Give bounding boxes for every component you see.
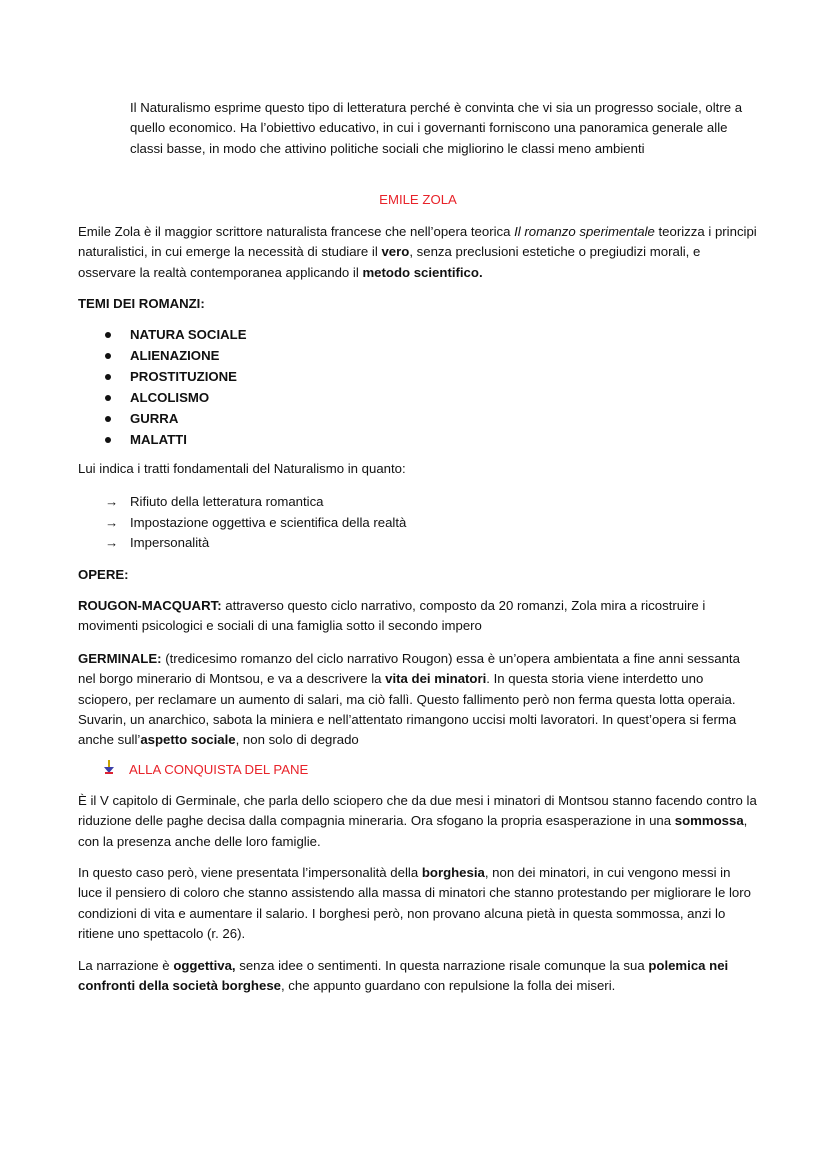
- text: In questo caso però, viene presentata l’impersonalità della: [78, 865, 422, 880]
- arrow-right-icon: →: [105, 494, 119, 509]
- text: , non dei minatori, in cui vengono messi in luce il pensiero di coloro che stanno assistendo alla massa di minatori che stanno protestando per migliorare le loro condizioni di vita e aumentare il salario. I borghesi però, non provano alcuna pietà in questa sommossa, anzi lo ritiene uno spettacolo (r. 26).: [78, 865, 751, 941]
- opere-heading: OPERE:: [78, 567, 129, 582]
- section-heading: [78, 760, 758, 780]
- tratti-list: [78, 492, 758, 554]
- text: La narrazione è: [78, 958, 174, 973]
- list-item-text: Rifiuto della letteratura romantica: [130, 494, 324, 509]
- list-item: [78, 513, 758, 534]
- list-item: ALCOLISMO: [78, 387, 758, 408]
- tratti-intro: Lui indica i tratti fondamentali del Naturalismo in quanto:: [78, 461, 406, 476]
- text: attraverso questo ciclo narrativo, composto da 20 romanzi, Zola mira a ricostruire i movimenti psicologici e sociali di una famiglia sotto il secondo impero: [78, 598, 706, 634]
- list-item: MALATTI: [78, 429, 758, 450]
- text: teorizza i principi naturalistici, in cui emerge la necessità di studiare il: [78, 224, 757, 260]
- pushpin-arrow-icon: [103, 760, 119, 780]
- text: , con la presenza anche delle loro famiglie.: [78, 813, 748, 849]
- list-item: PROSTITUZIONE: [78, 366, 758, 387]
- section-title-emile-zola: EMILE ZOLA: [379, 192, 457, 207]
- text: , che appunto guardano con repulsione la folla dei miseri.: [280, 978, 616, 994]
- bold-text: vita dei minatori: [385, 671, 487, 687]
- text: (tredicesimo romanzo del ciclo narrativo Rougon) essa è un’opera ambientata a fine anni sessanta nel borgo minerario di Montsou, e va a descrivere la: [78, 651, 740, 687]
- rougon-paragraph: [78, 596, 758, 637]
- zola-paragraph: [78, 222, 758, 283]
- list-item: NATURA SOCIALE: [78, 324, 758, 345]
- bold-text: oggettiva,: [173, 958, 236, 973]
- bold-text: polemica nei confronti della società borghese: [78, 958, 729, 994]
- bold-text: metodo scientifico.: [362, 264, 483, 280]
- text: , non solo di degrado: [235, 732, 359, 748]
- text: senza idee o sentimenti. In questa narrazione risale comunque la sua: [235, 958, 649, 973]
- paragraph-3: [78, 956, 758, 997]
- germinale-paragraph: [78, 649, 758, 750]
- italic-title: Il romanzo sperimentale: [514, 224, 655, 239]
- bold-text: GERMINALE:: [78, 651, 162, 666]
- list-item: GURRA: [78, 408, 758, 429]
- list-item: ALIENAZIONE: [78, 345, 758, 366]
- bold-text: ROUGON-MACQUART:: [78, 598, 222, 613]
- text: Emile Zola è il maggior scrittore naturalista francese che nell’opera teorica: [78, 224, 515, 239]
- section-title: ALLA CONQUISTA DEL PANE: [129, 762, 309, 777]
- temi-heading: TEMI DEI ROMANZI:: [78, 296, 205, 311]
- list-item-text: Impersonalità: [130, 535, 210, 550]
- bold-text: sommossa: [674, 813, 744, 829]
- list-item: [78, 492, 758, 513]
- arrow-right-icon: →: [105, 514, 119, 530]
- text: È il V capitolo di Germinale, che parla dello sciopero che da due mesi i minatori di Montsou stanno facendo contro la riduzione delle paghe decisa dalla compagnia mineraria. Ora sfogano la propria esasperazione in una: [78, 793, 757, 829]
- text: . In questa storia viene interdetto uno sciopero, per reclamare un aumento di salari, ma ciò fallì. Questo fallimento però non ferma questa lotta operaia. Suvarin, un anarchico, sabota la miniera e nell’attentato rimangono uccisi molti lavoratori. In quest’opera si ferma anche sull’: [78, 671, 737, 748]
- list-item-text: Impostazione oggettiva e scientifica della realtà: [130, 514, 407, 530]
- text: , senza preclusioni estetiche o pregiudizi morali, e osservare la realtà contemporanea applicando il: [78, 244, 701, 280]
- arrow-right-icon: →: [105, 535, 119, 550]
- bold-text: aspetto sociale: [140, 732, 236, 748]
- paragraph-2: [78, 863, 758, 944]
- bold-text: borghesia: [421, 865, 485, 880]
- bold-text: vero: [381, 244, 410, 260]
- temi-list: [78, 324, 758, 450]
- paragraph-1: [78, 791, 758, 852]
- intro-paragraph: Il Naturalismo esprime questo tipo di letteratura perché è convinta che vi sia un progresso sociale, oltre a quello economico. Ha l’obiettivo educativo, in cui i governanti forniscono una panoramica generale alle classi basse, in modo che attivino politiche sociali che migliorino le classi meno ambienti: [130, 100, 743, 156]
- list-item: [78, 533, 758, 554]
